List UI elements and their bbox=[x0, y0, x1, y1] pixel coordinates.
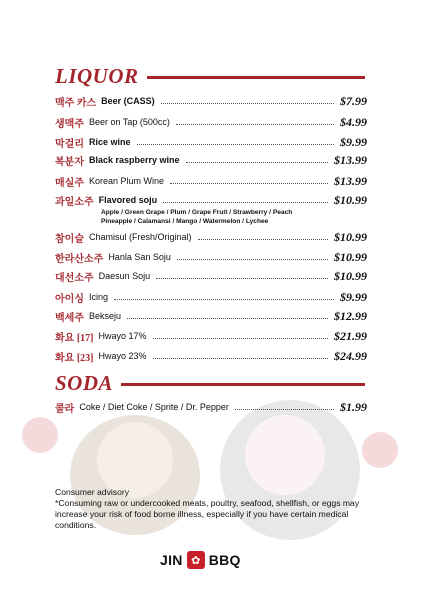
item-price: $10.99 bbox=[334, 192, 367, 207]
leader-dots bbox=[161, 103, 334, 104]
item-name: Rice wine bbox=[88, 137, 131, 147]
leader-dots bbox=[127, 318, 328, 319]
soda-section-header bbox=[55, 373, 365, 394]
menu-item bbox=[55, 329, 367, 343]
item-korean-name: 복분자 bbox=[55, 156, 84, 168]
menu-item bbox=[55, 309, 367, 323]
item-price: $10.99 bbox=[334, 249, 367, 264]
item-price: $21.99 bbox=[334, 328, 367, 343]
item-korean-name: 대선소주 bbox=[55, 272, 94, 284]
item-korean-name: 화요 [23] bbox=[55, 352, 94, 364]
leader-dots bbox=[198, 239, 328, 240]
leader-dots bbox=[156, 278, 328, 279]
leader-dots bbox=[137, 144, 335, 145]
item-name: Icing bbox=[88, 292, 108, 302]
logo-right-text: BBQ bbox=[208, 552, 241, 568]
jin-bbq-logo bbox=[160, 551, 241, 569]
item-korean-name: 콜라 bbox=[55, 403, 75, 415]
leader-dots bbox=[153, 338, 328, 339]
item-name: Beer (CASS) bbox=[101, 96, 155, 106]
item-korean-name: 백세주 bbox=[55, 312, 84, 324]
liquor-title-rule bbox=[147, 76, 365, 79]
advisory-text: *Consuming raw or undercooked meats, poultry, seafood, shellfish, or eggs may increase your risk of food borne illness, especially if you have certain medical conditions. bbox=[55, 498, 360, 530]
soda-title: SODA bbox=[55, 371, 114, 395]
item-price: $13.99 bbox=[334, 152, 367, 167]
item-korean-name: 막걸리 bbox=[55, 138, 84, 150]
item-price: $10.99 bbox=[334, 229, 367, 244]
advisory-heading: Consumer advisory bbox=[55, 487, 130, 497]
item-name: Chamisul (Fresh/Original) bbox=[88, 232, 192, 242]
menu-item bbox=[55, 230, 367, 244]
item-name: Beer on Tap (500cc) bbox=[88, 117, 170, 127]
menu-item bbox=[55, 349, 367, 363]
menu-item bbox=[55, 250, 367, 264]
leader-dots bbox=[176, 124, 334, 125]
item-name: Korean Plum Wine bbox=[88, 176, 165, 186]
item-korean-name: 아이싱 bbox=[55, 293, 84, 305]
item-korean-name: 참이슬 bbox=[55, 233, 84, 245]
item-price: $1.99 bbox=[340, 399, 367, 414]
menu-item bbox=[55, 400, 367, 414]
leader-dots bbox=[153, 358, 328, 359]
item-name: Bekseju bbox=[88, 311, 122, 321]
item-name: Black raspberry wine bbox=[88, 155, 180, 165]
menu-item bbox=[55, 174, 367, 188]
item-price: $10.99 bbox=[334, 268, 367, 283]
item-name: Coke / Diet Coke / Sprite / Dr. Pepper bbox=[79, 402, 229, 412]
logo-left-text: JIN bbox=[160, 552, 183, 568]
menu-item bbox=[55, 193, 367, 207]
menu-item bbox=[55, 290, 367, 304]
item-price: $9.99 bbox=[340, 134, 367, 149]
item-name: Daesun Soju bbox=[98, 271, 151, 281]
soda-title-rule bbox=[121, 383, 365, 386]
leader-dots bbox=[163, 202, 328, 203]
menu-item bbox=[55, 94, 367, 108]
leader-dots bbox=[114, 299, 334, 300]
item-korean-name: 과일소주 bbox=[55, 196, 94, 208]
leader-dots bbox=[170, 183, 328, 184]
liquor-title: LIQUOR bbox=[55, 64, 139, 88]
item-korean-name: 매실주 bbox=[55, 177, 84, 189]
item-price: $7.99 bbox=[340, 93, 367, 108]
menu-item bbox=[55, 115, 367, 129]
item-korean-name: 화요 [17] bbox=[55, 332, 94, 344]
item-price: $9.99 bbox=[340, 289, 367, 304]
menu-item bbox=[55, 269, 367, 283]
flavor-list-line-1: Apple / Green Grape / Plum / Grape Fruit / Strawberry / Peach bbox=[101, 209, 293, 216]
item-korean-name: 한라산소주 bbox=[55, 253, 104, 265]
item-name: Hwayo 23% bbox=[98, 351, 147, 361]
item-price: $24.99 bbox=[334, 348, 367, 363]
item-name: Hwayo 17% bbox=[98, 331, 147, 341]
liquor-section-header bbox=[55, 66, 365, 87]
jin-seal-icon: ✿ bbox=[187, 551, 205, 569]
item-price: $12.99 bbox=[334, 308, 367, 323]
item-name: Hanla San Soju bbox=[108, 252, 171, 262]
leader-dots bbox=[177, 259, 328, 260]
leader-dots bbox=[186, 162, 328, 163]
item-price: $13.99 bbox=[334, 173, 367, 188]
menu-item bbox=[55, 135, 367, 149]
item-korean-name: 맥주 카스 bbox=[55, 97, 97, 109]
leader-dots bbox=[235, 409, 334, 410]
item-price: $4.99 bbox=[340, 114, 367, 129]
consumer-advisory bbox=[55, 487, 385, 531]
item-korean-name: 생맥주 bbox=[55, 118, 84, 130]
flavor-list-line-2: Pineapple / Calamansi / Mango / Watermelon / Lychee bbox=[101, 218, 269, 225]
item-name: Flavored soju bbox=[98, 195, 158, 205]
menu-item bbox=[55, 153, 367, 167]
